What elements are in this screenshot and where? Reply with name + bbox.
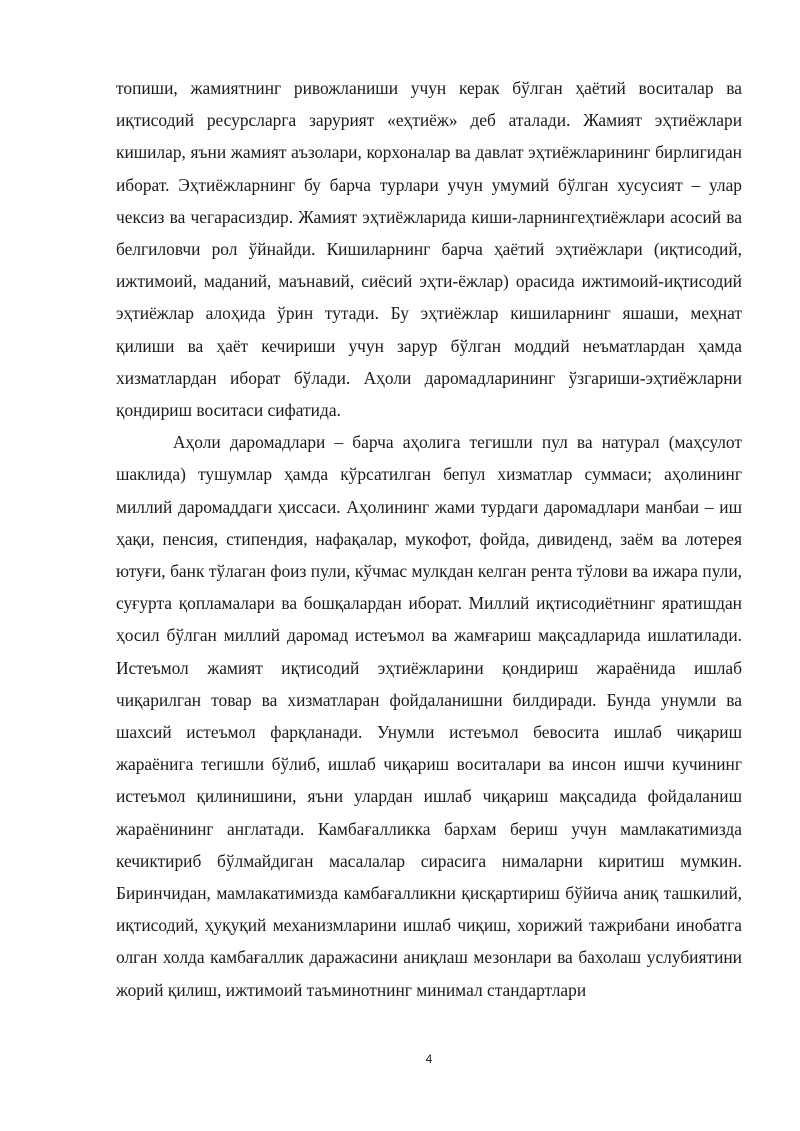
paragraph-1: топиши, жамиятнинг ривожланиши учун керак бўлган ҳаётий воситалар ва иқтисодий ресурсларга зарурият «eҳтиёж» деб аталади. Жамият эҳтиёжлари кишилар, яъни жамият аъзолари, корхоналар ва давлат эҳтиёжларининг бирлигидан иборат. Эҳтиёжларнинг бу барча турлари учун умумий бўлган хусусият – улар чексиз ва чегарасиздир. Жамият эҳтиёжларида киши-ларнингеҳтиёжлари асосий ва белгиловчи рол ўйнайди. Кишиларнинг барча ҳаётий эҳтиёжлари (иқтисодий, ижтимоий, маданий, маънавий, сиёсий эҳти-ёжлар) орасида ижтимоий-иқтисодий эҳтиёжлар алоҳида ўрин тутади. Бу эҳтиёжлар кишиларнинг яшаши, меҳнат қилиши ва ҳаёт кечириши учун зарур бўлган моддий неъматлардан ҳамда хизматлардан иборат бўлади. Аҳоли даромадларининг ўзгариши-эҳтиёжларни қондириш воситаси сифатида. xyxy=(116,78,742,421)
body-text xyxy=(116,72,742,1006)
page-number: 4 xyxy=(425,1052,433,1066)
paragraph-2: Аҳоли даромадлари – барча аҳолига тегишли пул ва натурал (маҳсулот шаклида) тушумлар ҳамда кўрсатилган бепул хизматлар суммаси; аҳолининг миллий даромаддаги ҳиссаси. Аҳолининг жами турдаги даромадлари манбаи – иш ҳақи, пенсия, стипендия, нафақалар, мукофот, фойда, дивиденд, заём ва лотерея ютуғи, банк тўлаган фоиз пули, кўчмас мулкдан келган рента тўлови ва ижара пули, суғурта қопламалари ва бошқалардан иборат. Миллий иқтисодиётнинг яратишдан ҳосил бўлган миллий даромад истеъмол ва жамғариш мақсадларида ишлатилади. Истеъмол жамият иқтисодий эҳтиёжларини қондириш жараёнида ишлаб чиқарилган товар ва хизматларан фойдаланишни билдиради. Бунда унумли ва шахсий истеъмол фарқланади. Унумли истеъмол бевосита ишлаб чиқариш жараёнига тегишли бўлиб, ишлаб чиқариш воситалари ва инсон ишчи кучининг истеъмол қилинишини, яъни улардан ишлаб чиқариш мақсадида фойдаланиш жараёнининг англатади. Камбағалликка бархам бериш учун мамлакатимизда кечиктириб бўлмайдиган масалалар сирасига нималарни киритиш мумкин. Биринчидан, мамлакатимизда камбағалликни қисқартириш бўйича аниқ ташкилий, иқтисодий, ҳуқуқий механизмларини ишлаб чиқиш, хорижий тажрибани инобатга олган холда камбағаллик даражасини аниқлаш мезонлари ва бахолаш услубиятини жорий қилиш, ижтимоий таъминотнинг минимал стандартлари xyxy=(116,432,742,1000)
